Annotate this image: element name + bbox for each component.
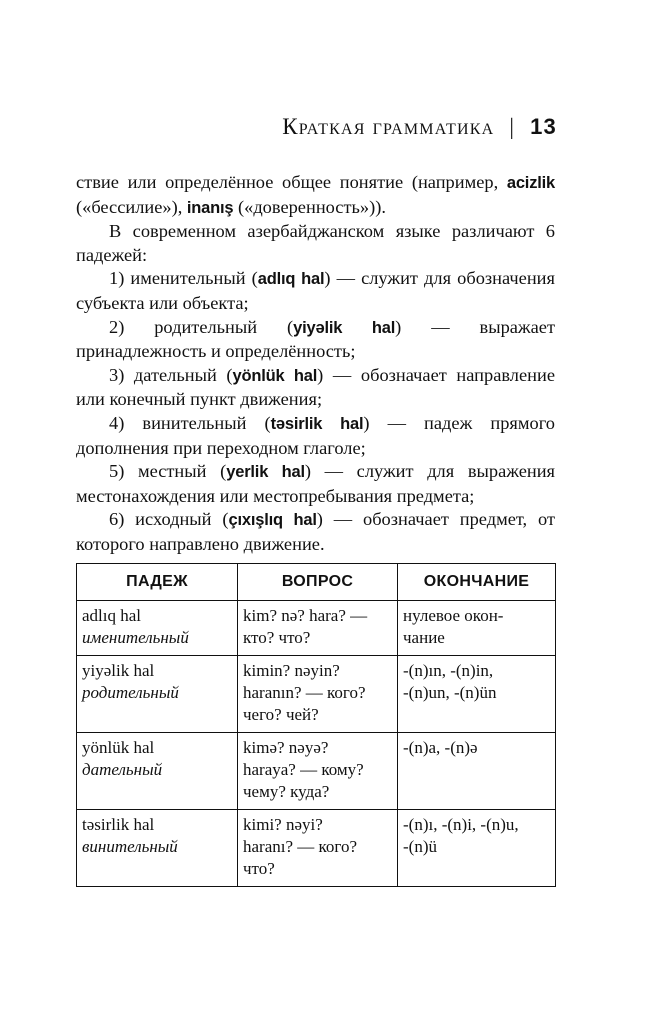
ending-line: -(n)a, -(n)ə: [403, 738, 478, 757]
paragraph: [76, 316, 555, 364]
case-cell: [77, 810, 238, 887]
case-name-ru: дательный: [82, 760, 163, 779]
ending-line: нулевое окон-: [403, 606, 504, 625]
question-cell: [238, 601, 398, 656]
text-run: ) — обозначает направление или конечный пункт движения;: [76, 364, 555, 410]
header-question: ВОПРОС: [238, 564, 398, 601]
table-row: [77, 656, 556, 733]
question-line: haranı? — кого?: [243, 837, 358, 856]
table-row: [77, 733, 556, 810]
text-run: 6) исходный (: [109, 509, 229, 530]
case-cell: [77, 601, 238, 656]
ending-line: -(n)ü: [403, 837, 437, 856]
text-run: 4) винительный (: [109, 412, 271, 433]
term-bold: təsirlik hal: [270, 414, 364, 433]
text-run: ) — падеж прямого дополнения при переходном глаголе;: [76, 412, 555, 458]
case-name-ru: именительный: [82, 628, 189, 647]
running-header: [282, 112, 557, 142]
body-text: [76, 171, 555, 557]
paragraph: [76, 364, 555, 412]
text-run: ствие или определённое общее понятие (например,: [76, 172, 507, 192]
header-ending: ОКОНЧАНИЕ: [398, 564, 556, 601]
case-name-ru: родительный: [82, 683, 179, 702]
ending-cell: [398, 601, 556, 656]
ending-line: -(n)un, -(n)ün: [403, 683, 497, 702]
case-name-ru: винительный: [82, 837, 178, 856]
question-line: kimə? nəyə?: [243, 738, 329, 757]
case-name-az: adlıq hal: [82, 606, 142, 625]
paragraph: [76, 460, 555, 508]
question-line: kimi? nəyi?: [243, 815, 323, 834]
text-run: 3) дательный (: [109, 364, 233, 385]
table-row: [77, 601, 556, 656]
paragraph: [76, 508, 555, 556]
term-bold: acizlik: [506, 174, 555, 192]
question-line: кто? что?: [243, 628, 311, 647]
ending-cell: [398, 656, 556, 733]
case-name-az: yiyəlik hal: [82, 661, 155, 680]
question-cell: [238, 733, 398, 810]
case-name-az: yönlük hal: [82, 738, 155, 757]
term-bold: çıxışlıq hal: [228, 511, 317, 530]
case-table: [76, 563, 556, 887]
case-cell: [77, 733, 238, 810]
case-name-az: təsirlik hal: [82, 815, 155, 834]
header-separator: |: [509, 114, 516, 139]
paragraph: [76, 220, 555, 267]
question-line: чему? куда?: [243, 782, 330, 801]
paragraph: [76, 412, 555, 460]
paragraph: [76, 267, 555, 315]
ending-line: -(n)ın, -(n)in,: [403, 661, 494, 680]
text-run: ) — обозначает предмет, от которого направлено движение.: [76, 509, 555, 554]
question-cell: [238, 656, 398, 733]
table-row: [77, 810, 556, 887]
text-run: ) — выражает принадлежность и определённость;: [76, 316, 555, 362]
header-case: ПАДЕЖ: [77, 564, 238, 601]
question-line: haraya? — кому?: [243, 760, 364, 779]
ending-line: -(n)ı, -(n)i, -(n)u,: [403, 815, 519, 834]
text-run: ) — служит для выражения местонахождения или местопребывания предмета;: [76, 461, 556, 506]
page-number: 13: [530, 114, 557, 139]
term-bold: yerlik hal: [226, 463, 305, 482]
text-run: ) — служит для обозначения субъекта или объекта;: [76, 268, 555, 313]
header-title: Краткая грамматика: [282, 114, 495, 139]
question-line: kim? nə? hara? —: [243, 606, 368, 625]
question-line: kimin? nəyin?: [243, 661, 340, 680]
text-run: 1) именительный (: [109, 268, 258, 289]
term-bold: inanış: [186, 198, 234, 217]
question-cell: [238, 810, 398, 887]
term-bold: yönlük hal: [232, 366, 318, 385]
text-run: 5) местный (: [109, 461, 227, 482]
text-run: В современном азербайджанском языке различают 6 падежей:: [76, 221, 555, 265]
ending-cell: [398, 733, 556, 810]
term-bold: adlıq hal: [257, 270, 325, 289]
question-line: что?: [243, 859, 275, 878]
ending-cell: [398, 810, 556, 887]
text-run: («бессилие»),: [76, 196, 187, 217]
text-run: («доверенность»)).: [233, 196, 386, 217]
table-header-row: [77, 564, 556, 601]
text-run: 2) родительный (: [109, 316, 294, 337]
term-bold: yiyəlik hal: [293, 318, 396, 337]
case-cell: [77, 656, 238, 733]
question-line: haranın? — кого?: [243, 683, 366, 702]
ending-line: чание: [403, 628, 445, 647]
question-line: чего? чей?: [243, 705, 319, 724]
paragraph: [76, 171, 555, 220]
